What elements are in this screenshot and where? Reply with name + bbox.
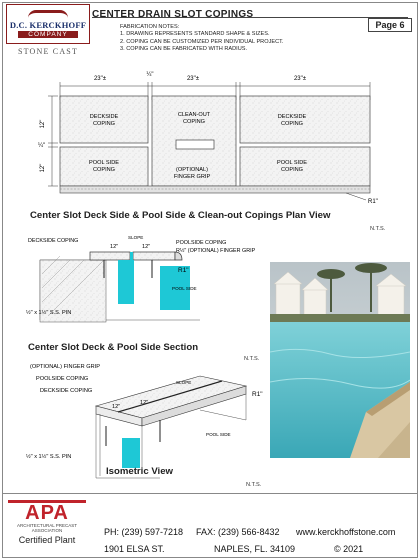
cleanout-line1: CLEAN-OUT <box>177 112 211 118</box>
pool-water-left <box>118 260 134 304</box>
iso-poolside: POOLSIDE COPING <box>36 376 89 382</box>
dim-mid: 23"± <box>186 76 200 82</box>
apa-logo: APA <box>8 500 86 523</box>
section-drawing <box>0 230 270 340</box>
deckside-right-line1: DECKSIDE <box>277 114 307 120</box>
cleanout-slot <box>176 140 214 149</box>
iso-view-title: Isometric View <box>106 466 174 477</box>
iso-finger-grip: (OPTIONAL) FINGER GRIP <box>30 364 100 370</box>
footer-divider <box>2 493 418 494</box>
address: 1901 ELSA ST. <box>104 544 165 554</box>
dim-center: ¼" <box>38 143 46 149</box>
iso-deckside: DECKSIDE COPING <box>40 388 93 394</box>
dim-top: 12" <box>40 119 46 129</box>
deckside-slab <box>90 252 130 260</box>
deckside-left-line1: DECKSIDE <box>89 114 119 120</box>
finger-grip-line2: FINGER GRIP <box>173 174 211 180</box>
section-nts: N.T.S. <box>244 356 260 362</box>
section-finger-grip: R½" (OPTIONAL) FINGER GRIP <box>176 248 256 254</box>
poolside-left-line1: POOL SIDE <box>89 160 119 166</box>
logo-name: D.C. KERCKHOFF <box>9 20 87 30</box>
bullnose-edge <box>60 186 370 193</box>
fax: FAX: (239) 566-8432 <box>196 527 280 537</box>
section-view-title: Center Slot Deck & Pool Side Section <box>28 342 199 353</box>
iso-slope: SLOPE <box>176 380 192 385</box>
iso-dim-a: 12" <box>112 404 121 410</box>
iso-pin: ½" x 1½" S.S. PIN <box>26 454 72 460</box>
section-poolside: POOLSIDE COPING <box>176 240 227 246</box>
iso-dim-b: 12" <box>140 400 149 406</box>
logo-company: COMPANY <box>18 31 77 38</box>
dim-left: 23"± <box>93 76 107 82</box>
drain-slot <box>130 252 133 260</box>
finger-grip-line1: (OPTIONAL) <box>175 167 209 173</box>
section-radius: R1" <box>178 267 189 274</box>
section-deckside: DECKSIDE COPING <box>28 238 79 244</box>
dim-right: 23"± <box>293 76 307 82</box>
dim-bottom: 12" <box>40 163 46 173</box>
section-dim-b: 12" <box>142 244 151 250</box>
note-item: 1. DRAWING REPRESENTS STANDARD SHAPE & SIZES. <box>120 31 270 38</box>
cleanout-line2: COPING <box>182 119 206 125</box>
apa-subtitle-2: ASSOCIATION <box>31 528 63 533</box>
section-slope: SLOPE <box>128 235 144 240</box>
certified-plant: Certified Plant <box>18 535 76 545</box>
poolside-left-line2: COPING <box>92 167 116 173</box>
dim-gap: ¼" <box>146 72 154 78</box>
page-title: CENTER DRAIN SLOT COPINGS <box>92 9 254 20</box>
iso-pool-block <box>122 438 140 468</box>
apa-certification <box>8 500 86 554</box>
note-item: 3. COPING CAN BE FABRICATED WITH RADIUS. <box>120 46 248 53</box>
pool-photo <box>270 262 410 458</box>
copyright: © 2021 <box>334 544 364 554</box>
plan-view-title: Center Slot Deck Side & Pool Side & Clean-out Copings Plan View <box>30 210 331 221</box>
deckside-left-line2: COPING <box>92 121 116 127</box>
section-dim-a: 12" <box>110 244 119 250</box>
website-link[interactable]: www.kerckhoffstone.com <box>296 527 396 537</box>
logo-subtitle: STONE CAST <box>17 47 79 56</box>
iso-pool-side: POOL SIDE <box>206 432 231 437</box>
poolside-right-line2: COPING <box>280 167 304 173</box>
notes-heading: FABRICATION NOTES: <box>120 24 180 30</box>
iso-radius: R1" <box>252 391 263 398</box>
section-pool-side: POOL SIDE <box>172 286 197 291</box>
poolside-right-line1: POOL SIDE <box>277 160 307 166</box>
plan-view-drawing <box>0 0 420 240</box>
poolside-coping-right <box>240 147 370 186</box>
apa-subtitle-1: ARCHITECTURAL PRECAST <box>16 523 78 528</box>
section-pin: ½" x 1½" S.S. PIN <box>26 310 72 316</box>
page-number: Page 6 <box>368 18 412 32</box>
plan-radius: R1" <box>368 199 378 205</box>
plan-nts: N.T.S. <box>370 226 386 232</box>
note-item: 2. COPING CAN BE CUSTOMIZED PER INDIVIDUAL PROJECT. <box>120 38 284 45</box>
poolside-slab <box>133 252 175 260</box>
phone: PH: (239) 597-7218 <box>104 527 184 537</box>
iso-nts: N.T.S. <box>246 482 262 488</box>
deckside-right-line2: COPING <box>280 121 304 127</box>
city: NAPLES, FL. 34109 <box>214 544 296 554</box>
